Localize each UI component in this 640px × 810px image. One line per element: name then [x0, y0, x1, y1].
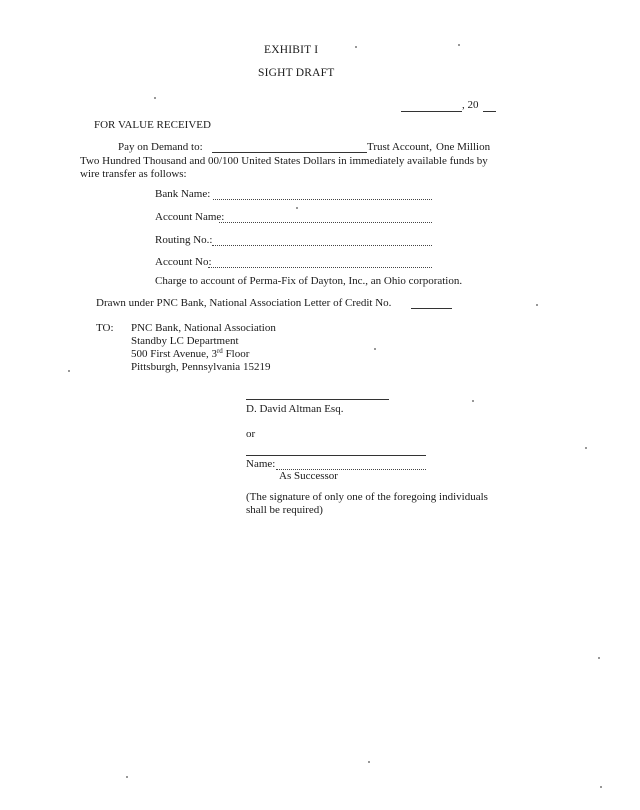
successor-name-label: Name:	[246, 458, 276, 470]
scan-speck	[126, 776, 128, 778]
scan-speck	[355, 46, 357, 48]
wire-transfer-text: wire transfer as follows:	[80, 168, 187, 180]
account-no-blank	[208, 267, 432, 268]
signature-line-2	[246, 455, 426, 456]
scan-speck	[472, 400, 474, 402]
scan-speck	[600, 786, 602, 788]
scan-speck	[598, 657, 600, 659]
page-title: SIGHT DRAFT	[258, 67, 335, 79]
bank-name-label: Bank Name:	[155, 188, 211, 200]
scan-speck	[374, 348, 376, 350]
date-year: , 20	[462, 99, 479, 111]
bank-address-line-4: Pittsburgh, Pennsylvania 15219	[131, 361, 271, 373]
routing-no-blank	[212, 245, 432, 246]
charge-to-account-text: Charge to account of Perma-Fix of Dayton, Inc., an Ohio corporation.	[155, 275, 463, 287]
as-successor-text: As Successor	[279, 470, 338, 482]
amount-text-2: Two Hundred Thousand and 00/100 United States Dollars in immediately available funds by	[80, 155, 488, 167]
signer-name-1: D. David Altman Esq.	[246, 403, 344, 415]
scan-speck	[585, 447, 587, 449]
amount-text-1: One Million	[436, 141, 491, 153]
exhibit-heading: EXHIBIT I	[264, 44, 319, 56]
scan-speck	[296, 207, 298, 209]
scan-speck	[368, 761, 370, 763]
date-year-blank	[483, 111, 496, 112]
routing-no-label: Routing No.:	[155, 234, 213, 246]
letter-of-credit-blank	[411, 308, 452, 309]
account-name-blank	[219, 222, 432, 223]
scan-speck	[536, 304, 538, 306]
drawn-under-text: Drawn under PNC Bank, National Association Letter of Credit No.	[96, 297, 392, 309]
trust-account-text: Trust Account,	[367, 141, 432, 153]
account-name-label: Account Name:	[155, 211, 225, 223]
signature-note-line-1: (The signature of only one of the foregoing individuals	[246, 491, 488, 503]
scan-speck	[68, 370, 70, 372]
bank-address-line-3: 500 First Avenue, 3rd Floor	[131, 347, 250, 360]
or-text: or	[246, 428, 256, 440]
payee-blank	[212, 152, 367, 153]
bank-address-line-1: PNC Bank, National Association	[131, 322, 276, 334]
scan-speck	[154, 97, 156, 99]
value-received-heading: FOR VALUE RECEIVED	[94, 119, 211, 131]
scan-speck	[458, 44, 460, 46]
pay-on-demand-label: Pay on Demand to:	[118, 141, 203, 153]
signature-line-1	[246, 399, 389, 400]
bank-name-blank	[213, 199, 432, 200]
date-blank	[401, 111, 462, 112]
to-label: TO:	[96, 322, 114, 334]
signature-note-line-2: shall be required)	[246, 504, 323, 516]
account-no-label: Account No:	[155, 256, 212, 268]
bank-address-line-2: Standby LC Department	[131, 335, 239, 347]
